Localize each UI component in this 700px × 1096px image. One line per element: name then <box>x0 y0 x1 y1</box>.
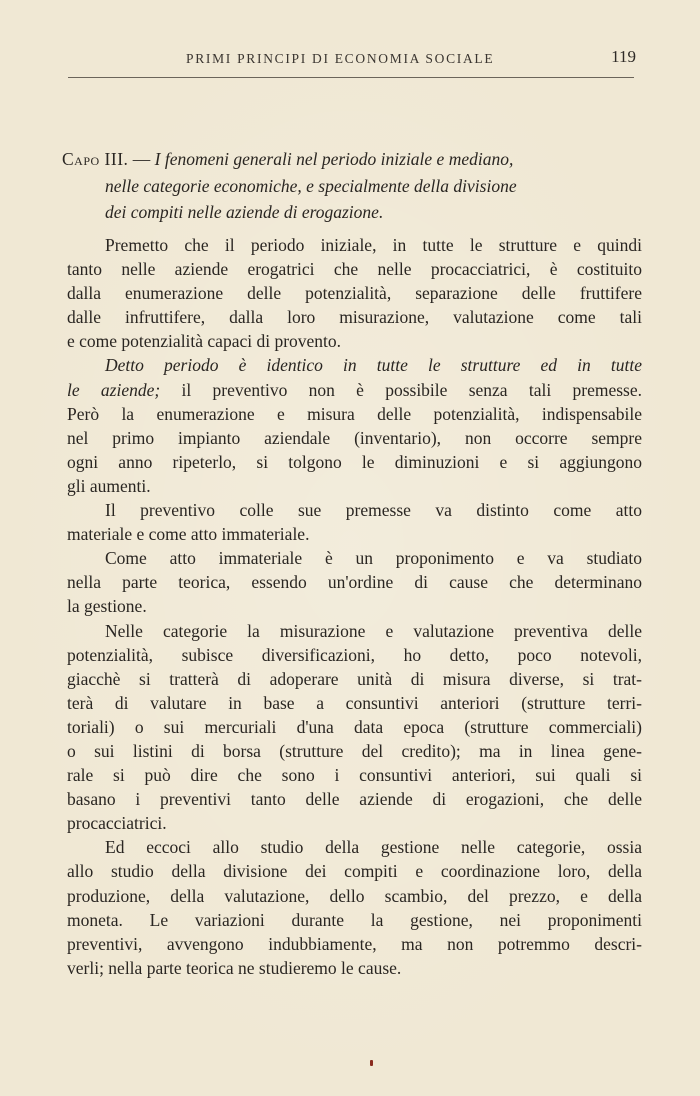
chapter-heading <box>62 146 642 226</box>
running-title: PRIMI PRINCIPI DI ECONOMIA SOCIALE <box>186 51 495 66</box>
text-line-mixed <box>67 378 642 402</box>
chapter-heading-line-1 <box>62 146 642 173</box>
text-line: nella parte teorica, essendo un'ordine di cause che determinano <box>67 572 642 593</box>
chapter-title-line-1: I fenomeni generali nel periodo iniziale e mediano, <box>154 149 514 169</box>
text-line: potenzialità, subisce diversificazioni, ho detto, poco notevoli, <box>67 644 642 665</box>
text-line: preventivi, avvengono indubbiamente, ma non potremmo descri- <box>67 933 642 954</box>
text-line: Come atto immateriale è un proponimento e va studiato <box>105 548 642 569</box>
text-line: gli aumenti. <box>67 475 151 496</box>
text-line: Nelle categorie la misurazione e valutazione preventiva delle <box>105 620 642 641</box>
text-line: Premetto che il periodo iniziale, in tutte le strutture e quindi <box>105 235 642 255</box>
text-line: e come potenzialità capaci di provento. <box>67 331 342 352</box>
text-line: Ed eccoci allo studio della gestione nelle categorie, ossia <box>105 837 642 858</box>
text-line: nel primo impianto aziendale (inventario), non occorre sempre <box>67 427 642 448</box>
text-line: terà di valutare in base a consuntivi anteriori (strutture terri- <box>67 692 642 713</box>
text-line: dalla enumerazione delle potenzialità, separazione delle fruttifere <box>67 283 642 304</box>
ink-mark <box>370 1060 373 1066</box>
text-span: il preventivo non è possibile senza tali premesse. <box>160 379 642 400</box>
text-line: giacchè si tratterà di adoperare unità di misura diverse, si trat- <box>67 668 642 689</box>
text-line: verli; nella parte teorica ne studieremo le cause. <box>67 957 402 978</box>
text-line: la gestione. <box>67 596 147 617</box>
text-line: basano i preventivi tanto delle aziende di erogazioni, che delle <box>67 789 642 810</box>
text-line: materiale e come atto immateriale. <box>67 524 310 545</box>
chapter-label: Capo III. <box>62 149 129 169</box>
text-line: o sui listini di borsa (strutture del credito); ma in linea gene- <box>67 740 642 761</box>
text-line: toriali) o sui mercuriali d'una data epoca (strutture commerciali) <box>67 716 642 737</box>
text-line: procacciatrici. <box>67 813 167 834</box>
text-line: dalle infruttifere, dalla loro misurazione, valutazione come tali <box>67 307 642 328</box>
body-text <box>67 233 642 980</box>
chapter-dash: — <box>128 149 155 169</box>
text-line: rale si può dire che sono i consuntivi anteriori, sui quali si <box>67 765 642 786</box>
header-rule <box>68 77 634 78</box>
chapter-title-line-3: dei compiti nelle aziende di erogazione. <box>105 202 384 222</box>
text-line-italic: Detto periodo è identico in tutte le strutture ed in tutte <box>105 355 642 376</box>
page-number: 119 <box>611 47 636 66</box>
text-span-italic: le aziende; <box>67 379 161 400</box>
text-line: produzione, della valutazione, dello scambio, del prezzo, e della <box>67 885 642 906</box>
text-line: Il preventivo colle sue premesse va distinto come atto <box>105 500 642 521</box>
text-line: Però la enumerazione e misura delle potenzialità, indispensabile <box>67 403 642 424</box>
text-line: moneta. Le variazioni durante la gestione, nei proponimenti <box>67 909 642 930</box>
page-header <box>68 47 640 73</box>
text-line: tanto nelle aziende erogatrici che nelle procacciatrici, è costituito <box>67 259 642 280</box>
text-line: ogni anno ripeterlo, si tolgono le diminuzioni e si aggiungono <box>67 451 642 472</box>
text-line: allo studio della divisione dei compiti e coordinazione loro, della <box>67 861 642 882</box>
chapter-title-line-2: nelle categorie economiche, e specialmente della divisione <box>105 175 517 196</box>
